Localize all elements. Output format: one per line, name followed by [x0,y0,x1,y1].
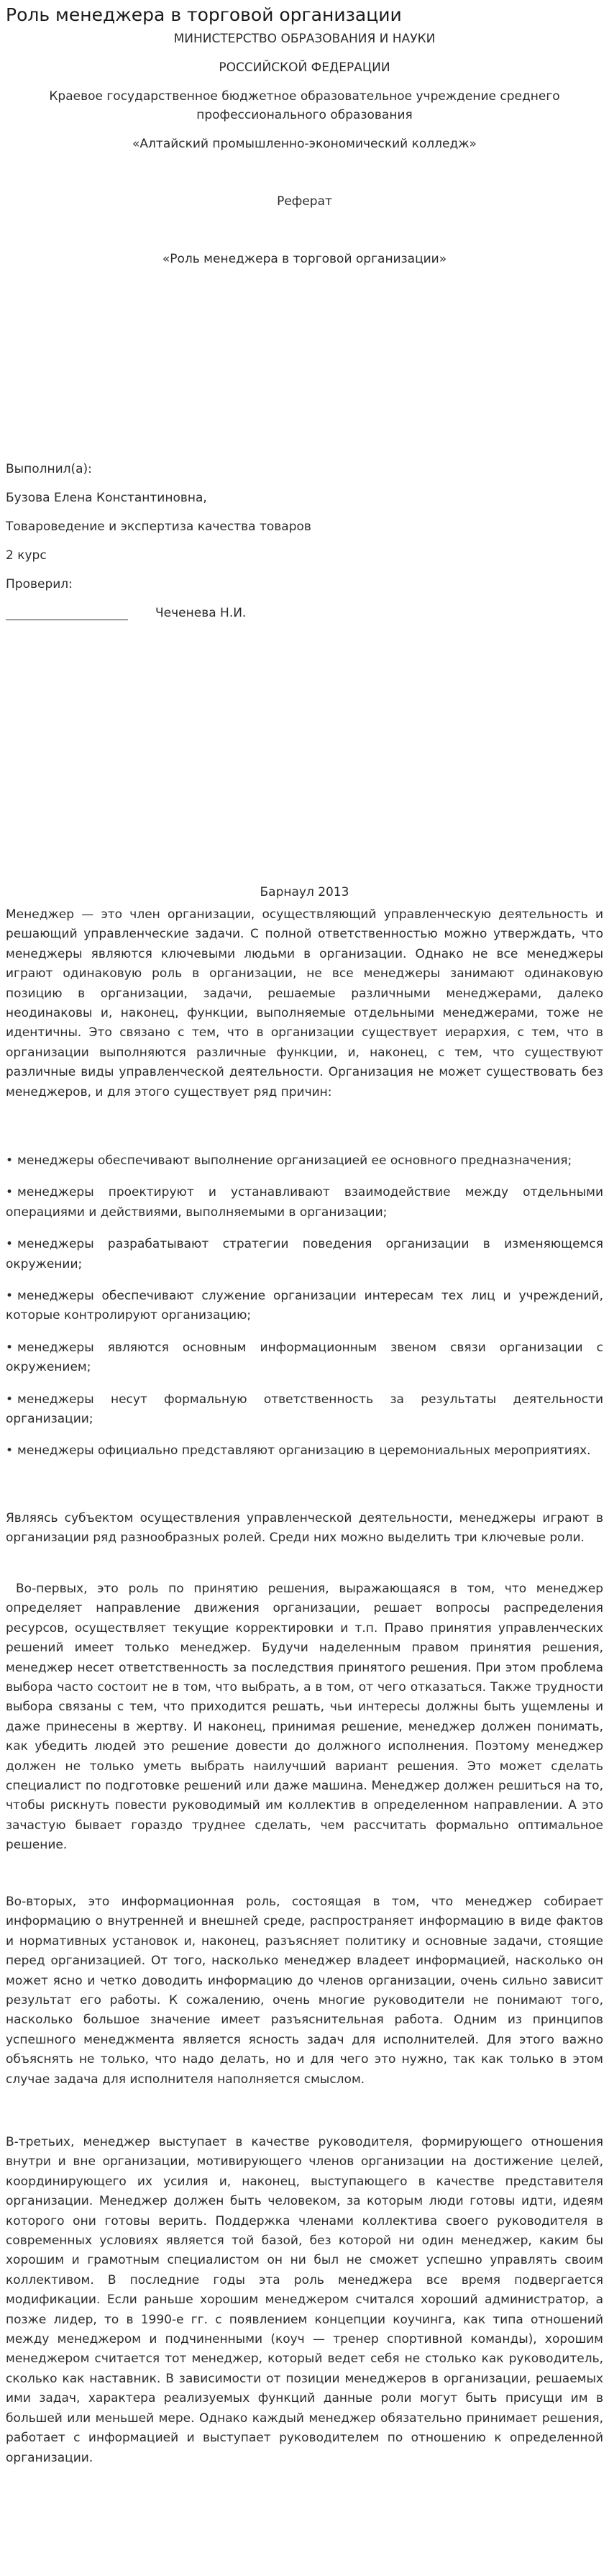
intro-paragraph [6,905,603,1102]
bullet-icon: • [6,1443,14,1459]
list-item: • менеджеры официально представляют организацию в церемониальных мероприятиях. [6,1443,591,1459]
ministry-line-2: РОССИЙСКОЙ ФЕДЕРАЦИИ [219,60,390,75]
list-item: • менеджеры обеспечивают выполнение организацией ее основного предназначения; [6,1153,572,1168]
reasons-list [6,1151,603,1461]
city-year: Барнаул 2013 [260,885,349,899]
list-item: • менеджеры разрабатывают стратегии поведения организации в изменяющемся окружении; [6,1237,603,1271]
first-role-paragraph [6,1579,603,1856]
ministry-line-1: МИНИСТЕРСТВО ОБРАЗОВАНИЯ И НАУКИ [173,32,436,46]
list-item: • менеджеры обеспечивают служение организации интересам тех лиц и учреждений, которые контролируют организацию; [6,1289,603,1323]
first-role-text: Во-первых, это роль по принятию решения, выражающаяся в том, что менеджер определяет направление движения организации, решает вопросы распределения ресурсов, осуществляет текущие корректировки и т.п. Право принятия управленческих решений имеет только менеджер. Будучи наделенным правом принятия решения, менеджер несет ответственность за последствия принятого решения. При этом проблема выбора часто состоит не в том, что выбрать, а в том, от чего отказаться. Также трудности выбора связаны с тем, что приходится решать, чьи интересы должны быть ущемлены и даже принесены в жертву. И наконец, принимая решение, менеджер должен понимать, как убедить людей это решение довести до должного исполнения. Поэтому менеджер должен не только уметь выбрать наилучший вариант решения. Это может сделать специалист по подготовке решений или даже машина. Менеджер должен решиться на то, чтобы рискнуть повести руководимый им коллектив в определенном направлении. А это зачастую бывает гораздо труднее сделать, чем рассчитать формально оптимальное решение. [6,1582,603,1853]
document-type: Реферат [277,194,332,209]
list-item: • менеджеры проектируют и устанавливают взаимодействие между отдельными операциями и действиями, выполняемыми в организации; [6,1185,603,1220]
intro-text: Менеджер — это член организации, осуществляющий управленческую деятельность и решающий управленческие задачи. С полной ответственностью можно утверждать, что менеджеры являются ключевыми людьми в организации. Однако не все менеджеры играют одинаковую роль в организации, не все менеджеры занимают одинаковую позицию в организации, задачи, решаемые различными менеджерами, далеко неодинаковы и, наконец, функции, выполняемые отдельными менеджерами, тоже не идентичны. Это связано с тем, что в организации существует иерархия, с тем, что в организации выполняются различные функции, и, наконец, с тем, что существуют различные виды управленческой деятельности. Организация не может существовать без менеджеров, и для этого существует ряд причин: [6,907,603,1099]
bullet-icon: • [6,1185,14,1200]
institution-line-2: профессионального образования [196,108,413,122]
signature-blank [6,607,128,620]
student-name: Бузова Елена Константиновна, [6,491,207,505]
report-topic: «Роль менеджера в торговой организации» [162,252,447,266]
checked-label: Проверил: [6,577,73,591]
bullet-icon: • [6,1237,14,1252]
document-title: Роль менеджера в торговой организации [6,4,402,25]
list-item: • менеджеры несут формальную ответственность за результаты деятельности организации; [6,1392,603,1427]
second-role-text: Во-вторых, это информационная роль, состоящая в том, что менеджер собирает информацию о внутренней и внешней среде, распространяет информацию в виде фактов и нормативных установок и, наконец, разъясняет политику и основные задачи, стоящие перед организацией. От того, насколько менеджер владеет информацией, насколько он может ясно и четко доводить информацию до членов организации, очень сильно зависит результат его работы. К сожалению, очень многие руководители не понимают того, насколько большое значение имеет разъяснительная работа. Одним из принципов успешного менеджмента является ясность задач для исполнителей. Для этого важно объяснять не только, что надо делать, но и для чего это нужно, так как только в этом случае задача для исполнителя наполняется смыслом. [6,1895,603,2087]
performed-label: Выполнил(а): [6,462,92,476]
college-name: «Алтайский промышленно-экономический колледж» [132,137,477,151]
roles-intro-text: Являясь субъектом осуществления управленческой деятельности, менеджеры играют в организации ряд разнообразных ролей. Среди них можно выделить три ключевые роли. [6,1511,603,1546]
second-role-paragraph [6,1892,603,2090]
course: 2 курс [6,548,47,563]
bullet-icon: • [6,1153,14,1168]
institution-line-1: Краевое государственное бюджетное образовательное учреждение среднего [49,89,560,104]
bullet-icon: • [6,1340,14,1355]
third-role-text: В-третьих, менеджер выступает в качестве руководителя, формирующего отношения внутри и вне организации, мотивирующего членов организации на достижение целей, координирующего их усилия и, наконец, выступающего в качестве представителя организации. Менеджер должен быть человеком, за которым люди готовы идти, идеям которого они готовы верить. Поддержка членами коллектива своего руководителя в современных условиях является той базой, без которой ни один менеджер, каким бы хорошим и грамотным специалистом он ни был не сможет успешно управлять своим коллективом. В последние годы эта роль менеджера все время подвергается модификации. Если раньше хорошим менеджером считался хороший администратор, а позже лидер, то в 1990-е гг. с появлением концепции коучинга, как типа отношений между менеджером и подчиненными (коуч — тренер спортивной команды), хорошим менеджером считается тот менеджер, который ведет себя не столько как руководитель, сколько как наставник. В зависимости от позиции менеджеров в организации, решаемых ими задач, характера реализуемых функций данные роли могут быть присущи им в большей или меньшей мере. Однако каждый менеджер обязательно принимает решения, работает с информацией и выступает руководителем по отношению к определенной организации. [6,2135,603,2465]
third-role-paragraph [6,2133,603,2468]
bullet-icon: • [6,1289,14,1304]
list-item: • менеджеры являются основным информационным звеном связи организации с окружением; [6,1340,603,1375]
signature-row [6,606,246,620]
bullet-icon: • [6,1392,14,1407]
roles-intro-paragraph [6,1509,603,1548]
specialty: Товароведение и экспертиза качества товаров [6,520,311,534]
teacher-name: Чеченева Н.И. [155,606,247,620]
